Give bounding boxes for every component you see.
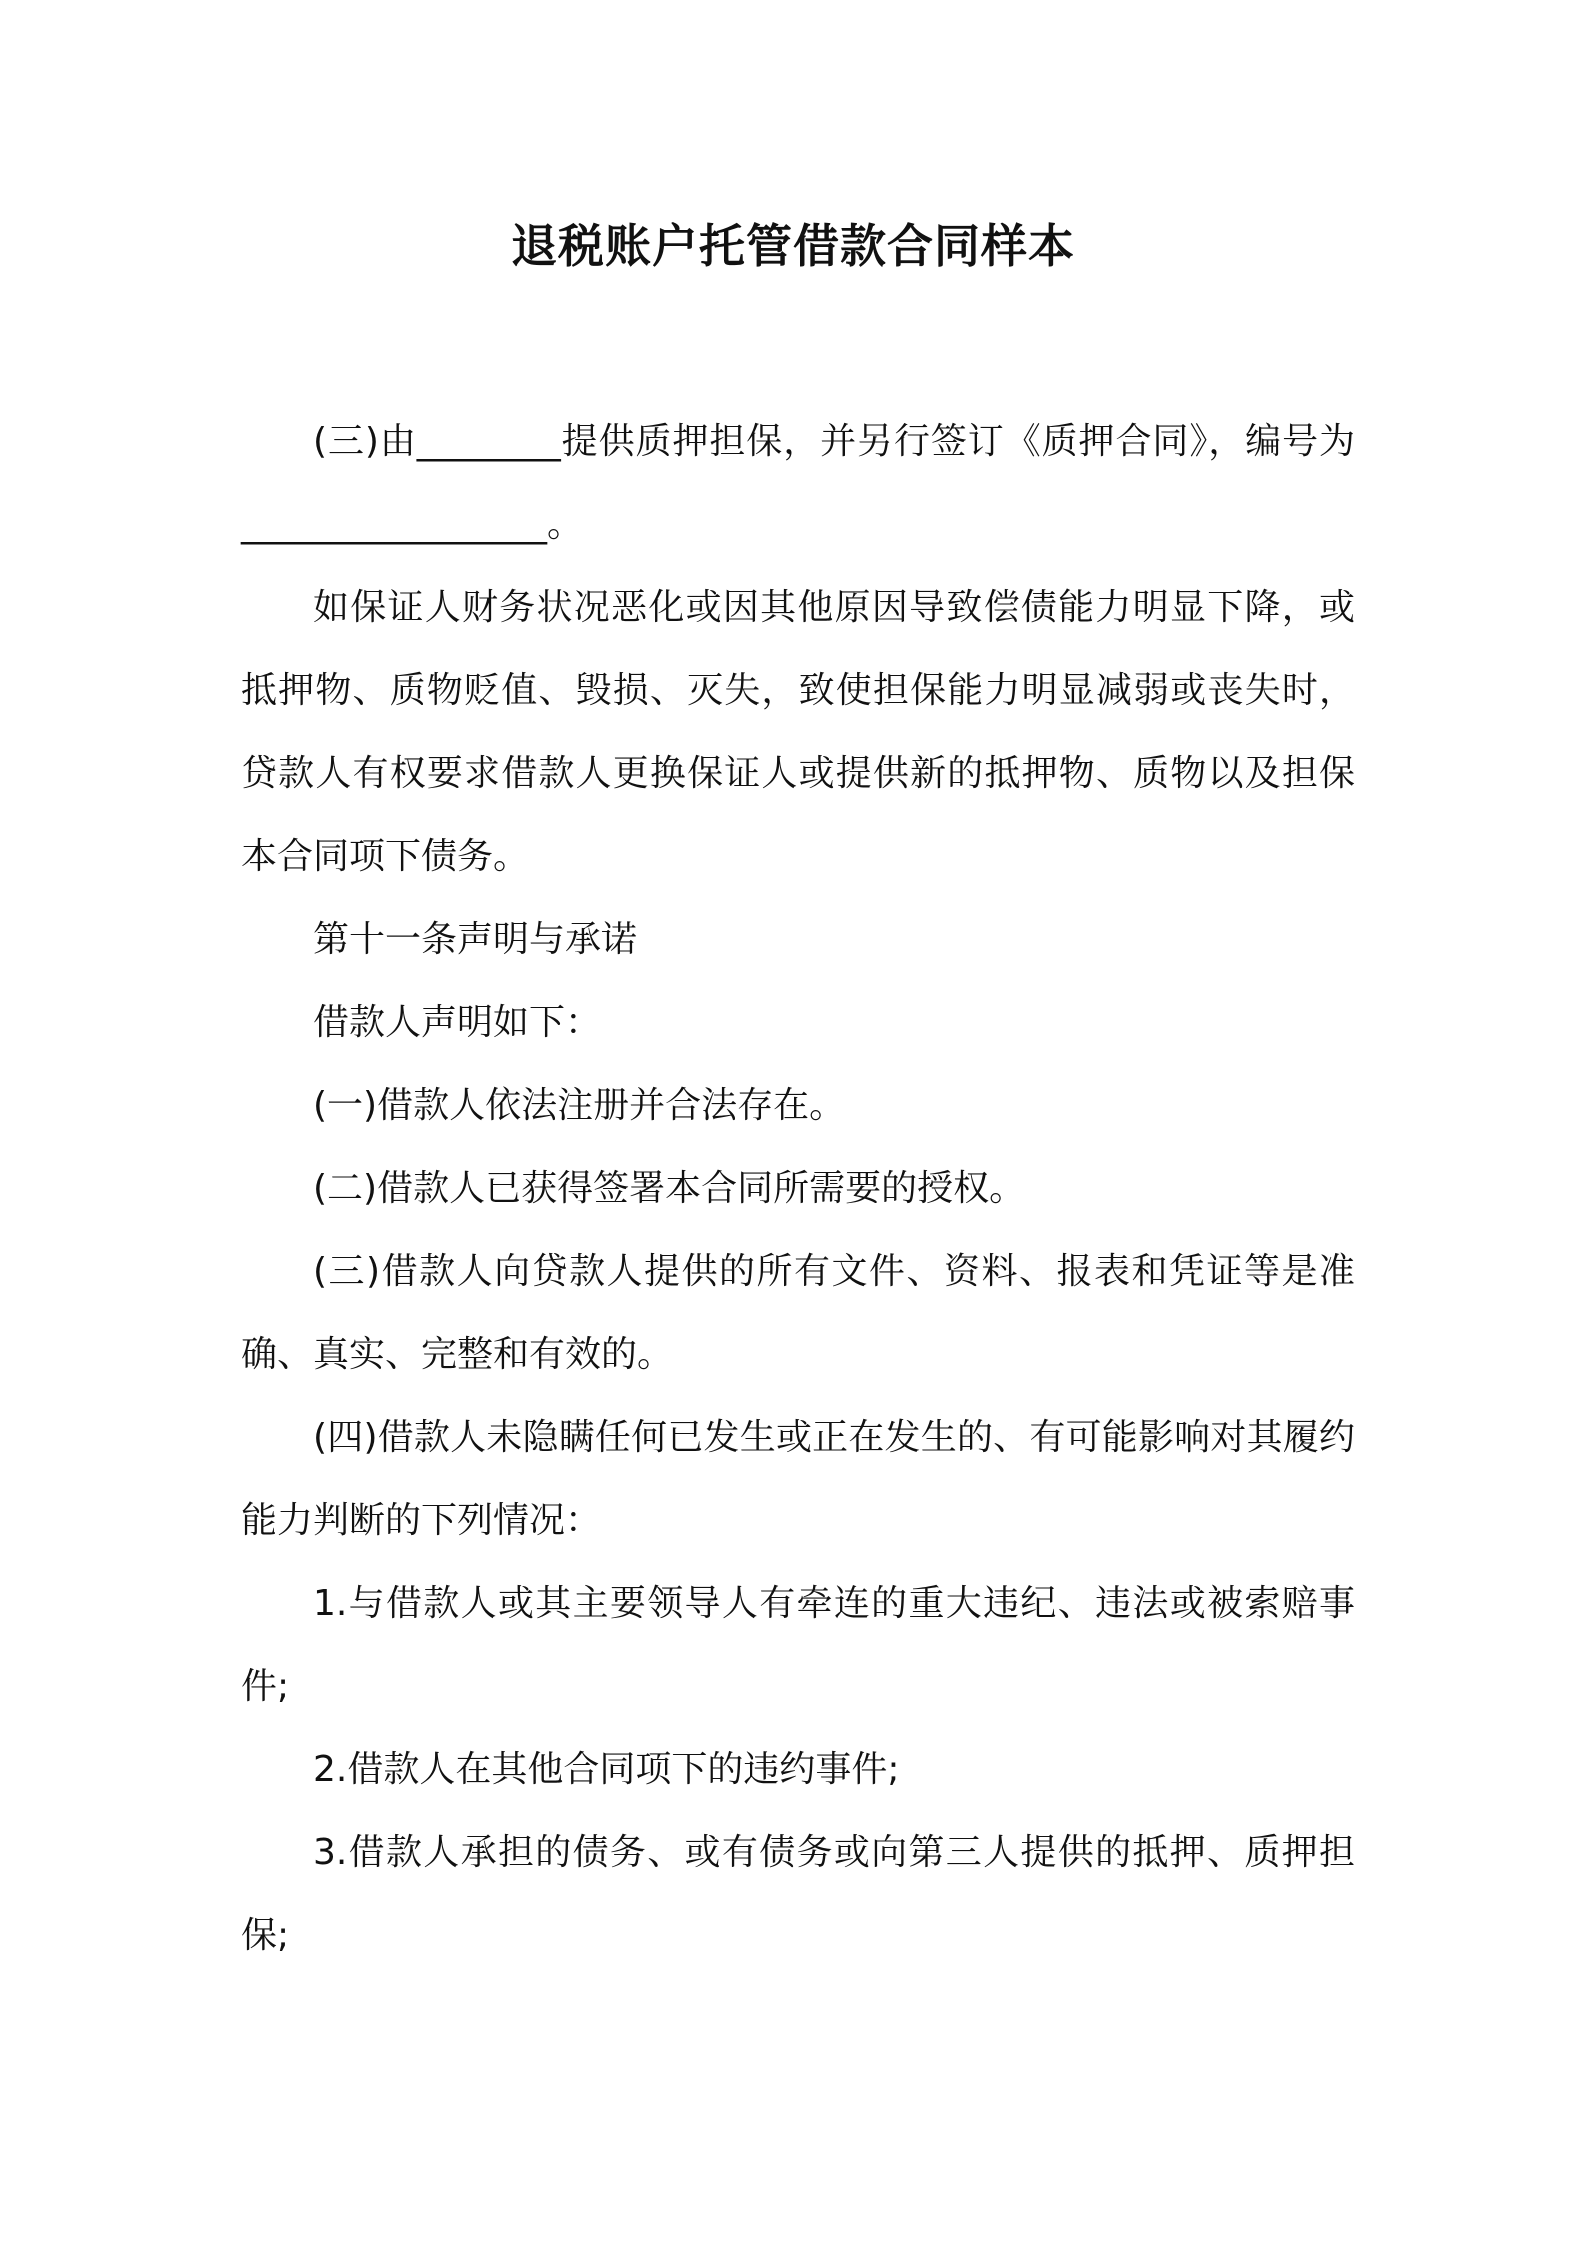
section-heading-article-11: 第十一条声明与承诺 bbox=[313, 919, 638, 960]
sub-clause-2: 2.借款人在其他合同项下的违约事件; bbox=[313, 1749, 900, 1790]
sub-clause-3: 3.借款人承担的债务、或有债务或向第三人提供的抵押、质押担保; bbox=[241, 1832, 1355, 1956]
paragraph-guarantor-condition: 如保证人财务状况恶化或因其他原因导致偿债能力明显下降，或抵押物、质物贬值、毁损、灭失，致使担保能力明显减弱或丧失时，贷款人有权要求借款人更换保证人或提供新的抵押物、质物以及担保本合同项下债务。 bbox=[241, 587, 1355, 877]
clause-item-4: (四)借款人未隐瞒任何已发生或正在发生的、有可能影响对其履约能力判断的下列情况： bbox=[241, 1417, 1355, 1541]
sub-clause-1: 1.与借款人或其主要领导人有牵连的重大违纪、违法或被索赔事件; bbox=[241, 1583, 1355, 1707]
paragraph-pledge-guarantee: (三)由________提供质押担保，并另行签订《质押合同》，编号为_________________。 bbox=[241, 421, 1355, 545]
document-body bbox=[241, 400, 1355, 1977]
document-title: 退税账户托管借款合同样本 bbox=[511, 219, 1075, 273]
paragraph-borrower-declaration: 借款人声明如下： bbox=[313, 1002, 602, 1043]
clause-item-3: (三)借款人向贷款人提供的所有文件、资料、报表和凭证等是准确、真实、完整和有效的。 bbox=[241, 1251, 1355, 1375]
clause-item-1: (一)借款人依法注册并合法存在。 bbox=[313, 1085, 846, 1126]
clause-item-2: (二)借款人已获得签署本合同所需要的授权。 bbox=[313, 1168, 1026, 1209]
